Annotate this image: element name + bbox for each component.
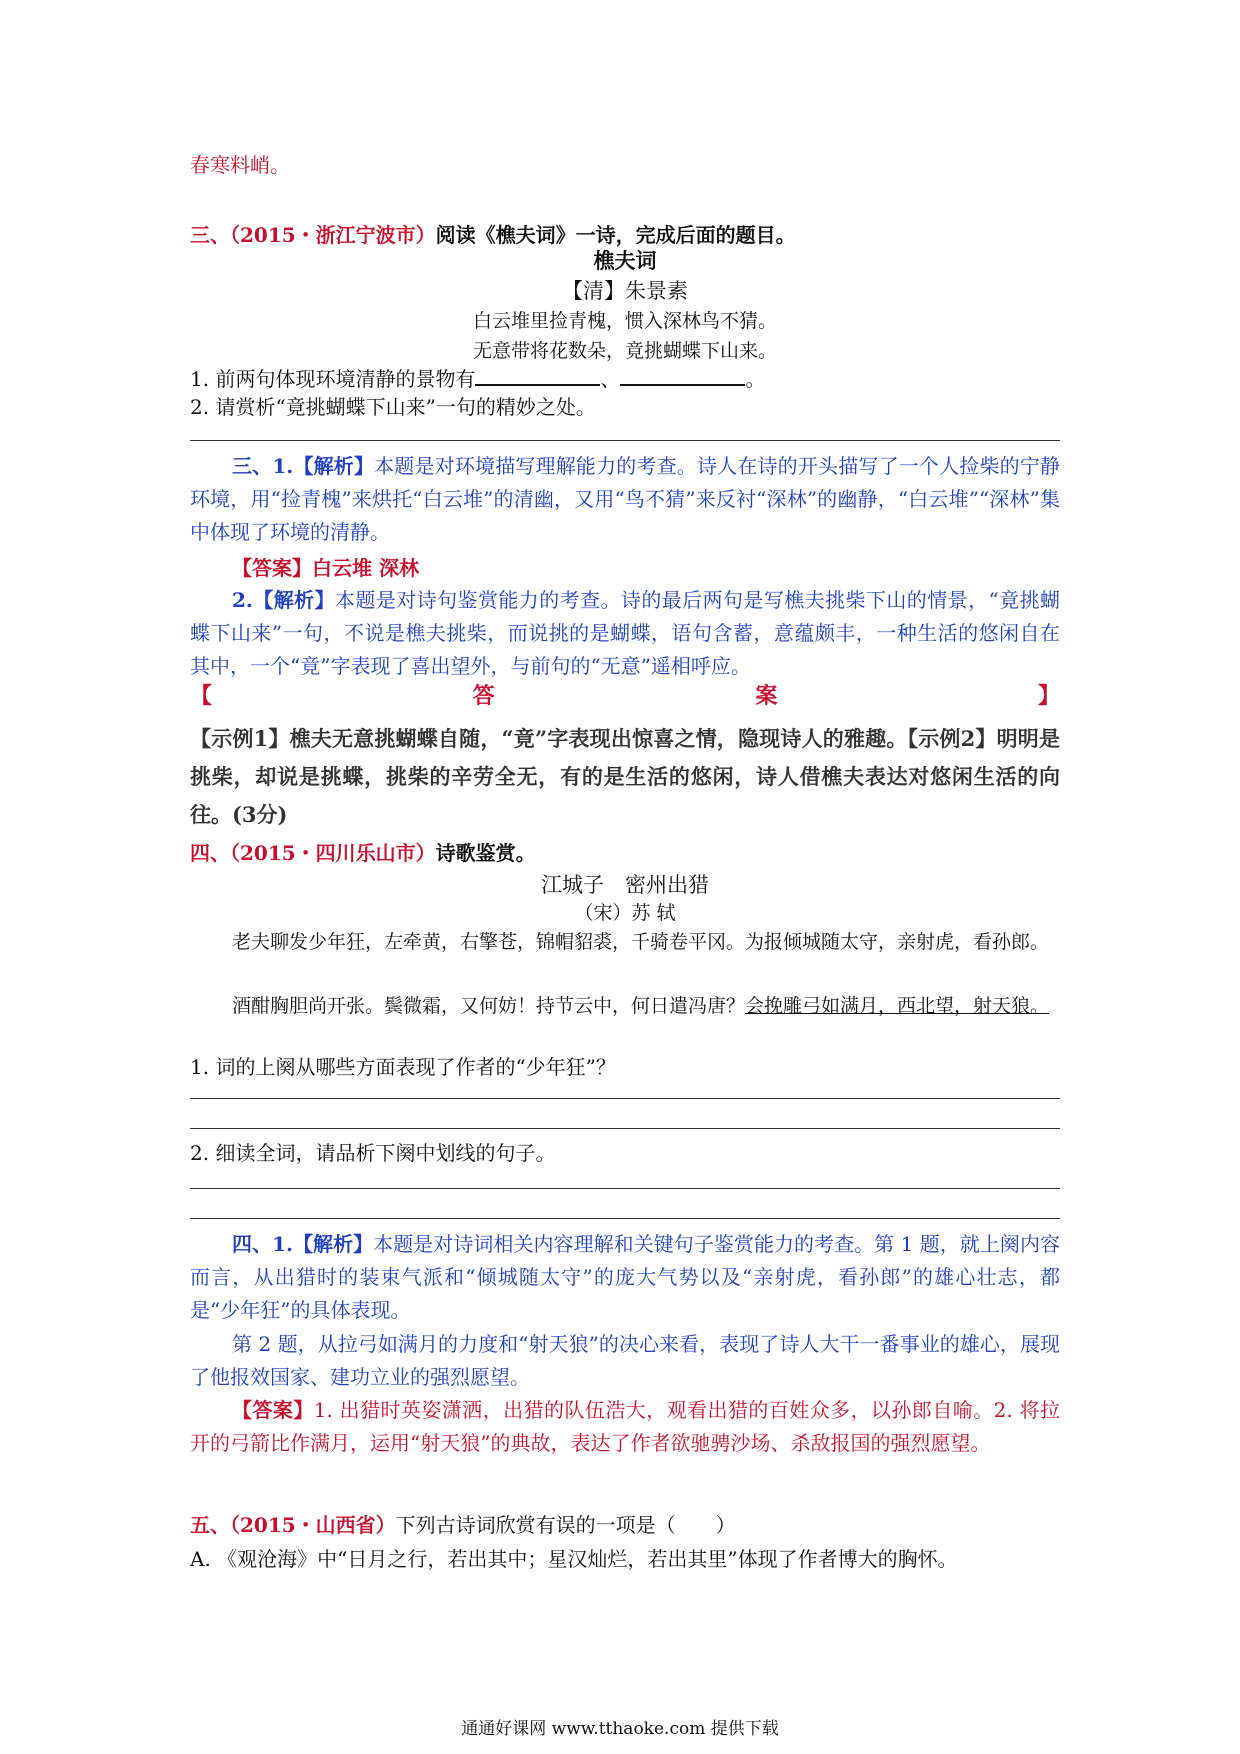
q4-poem-paragraph-2 [190,990,1060,1022]
q3-answer-2-sample: 【示例1】樵夫无意挑蝴蝶自随，“竟”字表现出惊喜之情，隐现诗人的雅趣。【示例2】明明是挑柴，却说是挑蝶，挑柴的辛劳全无，有的是生活的悠闲，诗人借樵夫表达对悠闲生活的向往。(3分) [190,726,1060,827]
q4-answer-text: 1. 出猎时英姿潇洒，出猎的队伍浩大，观看出猎的百姓众多，以孙郎自喻。2. 将拉开的弓箭比作满月，运用“射天狼”的典故，表达了作者欲驰骋沙场、杀敌报国的强烈愿望。 [190,1398,1060,1455]
answer-bracket-close: 】 [1037,683,1060,709]
q3-q1-blank-1[interactable] [475,364,600,386]
q3-analysis-2 [190,584,1060,683]
q3-poem-line-2: 无意带将花数朵，竟挑蝴蝶下山来。 [472,340,777,362]
q4-poem-p2-plain: 酒酣胸胆尚开张。鬓微霜，又何妨！持节云中，何日遣冯唐？ [232,995,746,1017]
q3-poem-author: 【清】朱景素 [562,279,688,303]
q3-header-text: 阅读《樵夫词》一诗，完成后面的题目。 [435,223,796,247]
q3-answer-2-heading [190,680,1060,712]
answer-line [190,1218,1060,1219]
page-footer: 通通好课网 www.tthaoke.com 提供下载 [461,1719,779,1739]
q4-a1-label: 四、1.【解析】 [232,1232,374,1256]
answer-line [190,440,1060,441]
q5-header-prefix: 五、（2015・山西省） [190,1513,396,1537]
q3-a2-label: 2.【解析】 [232,588,335,612]
q5-option-a: A. 《观沧海》中“日月之行，若出其中；星汉灿烂，若出其里”体现了作者博大的胸怀。 [190,1547,958,1571]
q4-answer-label: 【答案】 [232,1398,314,1422]
q4-poem-title: 江城子 密州出猎 [541,873,709,897]
q3-poem-title: 樵夫词 [593,248,657,273]
q3-q1-text: 1. 前两句体现环境清静的景物有 [190,367,476,391]
q4-header-prefix: 四、（2015・四川乐山市） [190,841,436,865]
q4-header-text: 诗歌鉴赏。 [435,841,536,865]
q3-poem-line-1: 白云堆里捡青槐，惯入深林鸟不猜。 [472,310,777,332]
top-answer-text: 春寒料峭。 [190,153,290,177]
q3-a1-answer-label: 【答案】 [232,556,312,580]
answer-char-da: 答 [472,683,495,709]
q3-answer-1 [190,552,1060,585]
q3-a1-text: 本题是对环境描写理解能力的考查。诗人在诗的开头描写了一个人捡柴的宁静环境，用“捡青槐”来烘托“白云堆”的清幽，又用“鸟不猜”来反衬“深林”的幽静，“白云堆”“深林”集中体现了环境的清静。 [190,454,1060,544]
q3-a1-answer: 白云堆 深林 [312,556,419,580]
q4-header [190,838,1060,868]
q3-q1-sep: 、 [600,367,621,391]
answer-line [190,1188,1060,1189]
answer-char-an: 案 [755,683,778,709]
q3-a2-text: 本题是对诗句鉴赏能力的考查。诗的最后两句是写樵夫挑柴下山的情景，“竟挑蝴蝶下山来”一句，不说是樵夫挑柴，而说挑的是蝴蝶，语句含蓄，意蕴颇丰，一种生活的悠闲自在其中，一个“竟”字表现了喜出望外，与前句的“无意”遥相呼应。 [190,588,1060,678]
q4-a1-text: 本题是对诗词相关内容理解和关键句子鉴赏能力的考查。第 1 题，就上阕内容而言，从出猎时的装束气派和“倾城随太守”的庞大气势以及“亲射虎，看孙郎”的雄心壮志，都是“少年狂”的具体表现。 [190,1232,1060,1322]
answer-line [190,1098,1060,1099]
q4-analysis-2: 第 2 题，从拉弓如满月的力度和“射天狼”的决心来看，表现了诗人大干一番事业的雄心，展现了他报效国家、建功立业的强烈愿望。 [190,1332,1060,1389]
q3-question-2: 2. 请赏析“竟挑蝴蝶下山来”一句的精妙之处。 [190,395,596,419]
q5-header [190,1510,1060,1540]
q5-header-text: 下列古诗词欣赏有误的一项是（ ） [395,1513,736,1537]
q3-q1-end: 。 [745,367,766,391]
q3-q1-blank-2[interactable] [620,364,745,386]
answer-bracket-open: 【 [190,683,213,709]
q4-question-1: 1. 词的上阕从哪些方面表现了作者的“少年狂”？ [190,1055,616,1079]
q4-poem-paragraph-1: 老夫聊发少年狂，左牵黄，右擎苍，锦帽貂裘，千骑卷平冈。为报倾城随太守，亲射虎，看孙郎。 [232,931,1050,953]
q4-answer [190,1394,1060,1460]
q3-a1-label: 三、1.【解析】 [232,454,375,478]
q4-poem-p2-underlined: 会挽雕弓如满月，西北望，射天狼。 [745,995,1050,1017]
q4-poem-author: （宋）苏 轼 [574,902,676,924]
q3-header-prefix: 三、（2015・浙江宁波市） [190,223,436,247]
q3-analysis-1 [190,450,1060,549]
q4-question-2: 2. 细读全词，请品析下阕中划线的句子。 [190,1141,556,1165]
q3-question-1 [190,364,1060,394]
answer-line [190,1128,1060,1129]
q4-analysis-1 [190,1228,1060,1327]
